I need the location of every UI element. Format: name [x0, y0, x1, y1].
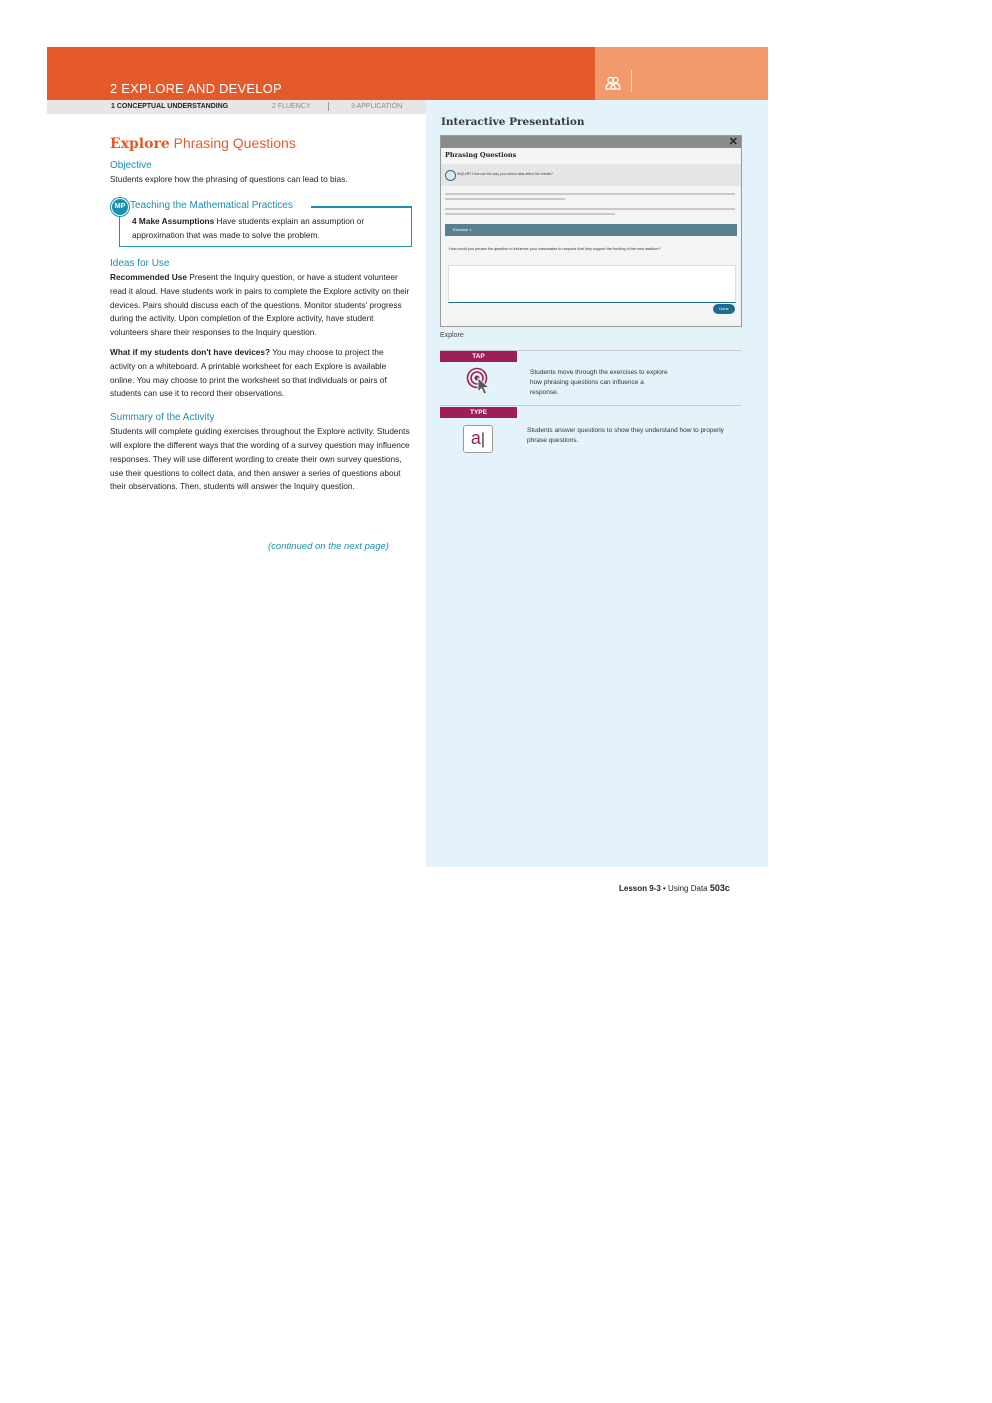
tap-tag: TAP [440, 351, 517, 362]
mp-text [132, 214, 402, 242]
screenshot-done-button: Done [713, 304, 735, 314]
main-column [110, 134, 410, 187]
tap-description: Students move through the exercises to explore how phrasing questions can influence a response. [530, 369, 668, 396]
screenshot-topbar [441, 136, 741, 148]
screenshot-inquiry-text: INQUIRY How can the way you collect data affect the results? [457, 172, 553, 176]
screenshot-caption: Explore [440, 332, 464, 339]
ideas-heading: Ideas for Use [110, 258, 170, 269]
devices-text [110, 346, 410, 401]
interactive-heading: Interactive Presentation [441, 116, 585, 128]
people-icon [605, 76, 621, 90]
screenshot-text-line [445, 213, 615, 215]
section-title: 2 EXPLORE AND DEVELOP [110, 81, 282, 96]
close-icon: ✕ [728, 136, 738, 148]
continued-note: (continued on the next page) [268, 541, 389, 552]
type-tag: TYPE [440, 407, 517, 418]
mp-title: Teaching the Mathematical Practices [130, 200, 293, 211]
summary-heading: Summary of the Activity [110, 412, 215, 424]
subnav-divider [328, 102, 329, 111]
page-title-strong: Explore [110, 136, 170, 152]
screenshot-question: How could you phrase the question to influence your classmates to respond that they support the funding of the new stadium? [449, 247, 661, 251]
mp-strong: 4 Make Assumptions [132, 216, 215, 226]
recommended-strong: Recommended Use [110, 272, 188, 282]
exercise-bar [445, 224, 737, 236]
screenshot-answer-field [448, 265, 736, 303]
ideas-section [110, 258, 410, 494]
divider [440, 405, 741, 406]
recommended-text [110, 271, 410, 340]
type-glyph: a [470, 428, 481, 448]
page-title-rest: Phrasing Questions [169, 135, 296, 151]
subnav-item-fluency: 2 FLUENCY [272, 103, 311, 110]
tap-icon [466, 367, 492, 395]
footer-lesson: Lesson 9-3 [619, 884, 661, 893]
header-icon-box [595, 47, 768, 100]
screenshot-title: Phrasing Questions [445, 151, 517, 159]
inquiry-icon [445, 170, 456, 181]
type-description: Students answer questions to show they understand how to properly phrase questions. [527, 427, 724, 444]
presentation-screenshot [440, 135, 742, 327]
screenshot-text-line [445, 208, 735, 210]
screenshot-inquiry [441, 164, 741, 186]
header-divider [631, 70, 632, 92]
page-footer [619, 883, 730, 893]
subnav-item-application: 3 APPLICATION [351, 103, 403, 110]
summary-text: Students will complete guiding exercises throughout the Explore activity. Students will explore the different ways that the wording of a survey question may influence responses. They will use different wording to create their own survey questions, use their questions to collect data, and then answer a series of questions about their observations. Then, students will answer the Inquiry question. [110, 426, 410, 492]
type-icon: a| [463, 425, 493, 453]
subnav-item-conceptual: 1 CONCEPTUAL UNDERSTANDING [111, 103, 229, 110]
footer-title: • Using Data [660, 884, 710, 893]
objective-heading: Objective [110, 160, 152, 171]
page-title [110, 134, 410, 153]
devices-strong: What if my students don't have devices? [110, 346, 271, 357]
exercise-label: Exercise 1 [453, 227, 472, 232]
objective-text: Students explore how the phrasing of questions can lead to bias. [110, 174, 348, 184]
mp-icon: MP [111, 198, 129, 216]
mp-body: Have students explain an assumption or approximation that was made to solve the problem. [132, 216, 365, 240]
subnav [47, 100, 426, 114]
section-header [47, 47, 595, 100]
screenshot-text-line [445, 193, 735, 195]
screenshot-text-line [445, 198, 565, 200]
devices-body: You may choose to project the activity on a whiteboard. A printable worksheet for each Explore is available online. You may choose to print the worksheet so that individuals or pairs of students can use it to record their observations. [110, 346, 387, 399]
page-number: 503c [709, 883, 730, 893]
recommended-body: Present the Inquiry question, or have a student volunteer read it aloud. Have students work in pairs to complete the Explore activity on their devices. Pairs should discuss each of the questions. Monitor students' progress during the activity. Upon completion of the Explore activity, have student volunteers share their responses to the Inquiry question. [110, 272, 410, 338]
